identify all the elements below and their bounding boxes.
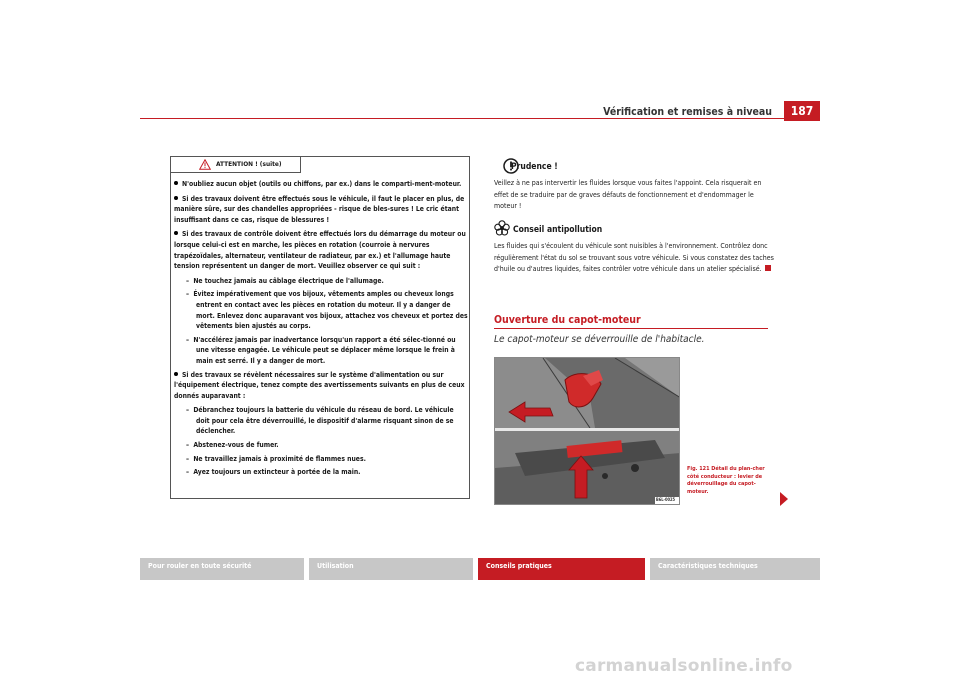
bullet-icon [174,231,178,235]
warning-subitem: – Ne travaillez jamais à proximité de flammes nues. [186,454,366,463]
warning-content [174,179,468,481]
figure-code: B6L-0025 [656,497,676,502]
bullet-icon [174,181,178,185]
environment-flower-icon [494,220,510,236]
warning-subitem: – Ne touchez jamais au câblage électrique de l'allumage. [186,276,384,285]
section-end-icon [765,265,771,271]
caution-title: Prudence ! [511,162,558,172]
warning-subitem-text: Abstenez-vous de fumer. [193,441,279,450]
warning-subitem-text: Ne touchez jamais au câblage électrique de l'allumage. [193,276,384,285]
caution-text: Veillez à ne pas intervertir les fluides lorsque vous faites l'appoint. Cela risquerait en effet de se traduire par de graves défauts de fonctionnement et d'endommager le moteur ! [494,179,762,210]
warning-subitem-text: Ayez toujours un extincteur à portée de la main. [193,468,361,477]
watermark: carmanualsonline.info [575,656,793,676]
header-divider [140,118,820,119]
warning-subitem: – Évitez impérativement que vos bijoux, vêtements amples ou cheveux longs entrent en contact avec les pièces en rotation du moteur. Il y a danger de mort. Enlevez donc auparavant vos bijoux, attachez vos cheveux et portez des vêtements bien ajustés au corps. [186,290,468,331]
nav-tab-safety[interactable]: Pour rouler en toute sécurité [140,558,304,580]
nav-tab-practical-tips[interactable]: Conseils pratiques [478,558,645,580]
section-divider [494,328,768,329]
bullet-icon [174,372,178,376]
warning-subitem-text: N'accélérez jamais par inadvertance lorsqu'un rapport a été sélec-tionné ou une vitesse engagée. Le véhicule peut se déplacer même lorsque le frein à main est serré. Il y a danger de mort. [193,335,456,365]
warning-item [174,229,468,271]
hood-release-illustration [495,358,680,505]
page-title: Vérification et remises à niveau [603,106,772,118]
eco-text: Les fluides qui s'écoulent du véhicule sont nuisibles à l'environnement. Contrôlez donc régulièrement l'état du sol se trouvant sous votre véhicule. Si vous constatez des taches d'huile ou d'autres liquides, faites contrôler votre véhicule dans un atelier spécialisé. [494,242,774,273]
warning-subitem-text: Évitez impérativement que vos bijoux, vêtements amples ou cheveux longs entrent en contact avec les pièces en rotation du moteur. Il y a danger de mort. Enlevez donc auparavant vos bijoux, attachez vos cheveux et portez des vêtements bien ajustés au corps. [193,290,468,331]
warning-item-text: Si des travaux se révèlent nécessaires sur le système d'alimentation ou sur l'équipement électrique, tenez compte des avertissements suivants en plus de ceux donnés auparavant : [174,370,465,400]
figure-caption: Fig. 121 Détail du plan-cher côté conducteur : levier de déverrouillage du capot-moteur. [687,466,765,495]
eco-text-block [494,241,774,276]
warning-item [174,370,468,402]
nav-tab-operation[interactable]: Utilisation [309,558,473,580]
section-subtitle: Le capot-moteur se déverrouille de l'habitacle. [494,334,705,345]
section-heading: Ouverture du capot-moteur [494,314,641,326]
warning-subitem: – Abstenez-vous de fumer. [186,441,279,450]
warning-item [174,179,468,190]
bullet-icon [174,196,178,200]
warning-subitem-text: Débranchez toujours la batterie du véhicule du réseau de bord. Le véhicule doit pour cela être déverrouillé, le dispositif d'alarme risquant sinon de se déclencher. [193,406,454,436]
eco-title: Conseil antipollution [513,225,603,235]
warning-subitem: – Ayez toujours un extincteur à portée de la main. [186,468,361,477]
warning-item [174,194,468,226]
warning-box [170,156,470,499]
warning-item-text: Si des travaux de contrôle doivent être effectués lors du démarrage du moteur ou lorsque celui-ci est en marche, les pièces en rotation (courroie à nervures trapézoïdales, alternateur, ventilateur de radiateur, par ex.) et l'allumage haute tension représentent un danger de mort. Veuillez observer ce qui suit : [174,230,466,271]
warning-subitem: – N'accélérez jamais par inadvertance lorsqu'un rapport a été sélec-tionné ou une vitesse engagée. Le véhicule peut se déplacer même lorsque le frein à main est serré. Il y a danger de mort. [186,335,456,365]
warning-title-bar [171,157,301,173]
figure-image [494,357,680,505]
warning-subitem: – Débranchez toujours la batterie du véhicule du réseau de bord. Le véhicule doit pour cela être déverrouillé, le dispositif d'alarme risquant sinon de se déclencher. [186,406,454,436]
warning-item-text: N'oubliez aucun objet (outils ou chiffons, par ex.) dans le comparti-ment-moteur. [182,180,462,188]
nav-tab-technical-data[interactable]: Caractéristiques techniques [650,558,820,580]
warning-title: ATTENTION ! (suite) [216,160,282,168]
next-page-arrow-icon[interactable] [780,492,788,506]
warning-triangle-icon [199,159,211,170]
warning-subitem-text: Ne travaillez jamais à proximité de flammes nues. [193,454,366,463]
page-number: 187 [784,101,820,121]
warning-item-text: Si des travaux doivent être effectués sous le véhicule, il faut le placer en plus, de manière sûre, sur des chandelles appropriées - risque de bles-sures ! Le cric étant insuffisant dans ce cas, risque de blessures ! [174,194,465,224]
